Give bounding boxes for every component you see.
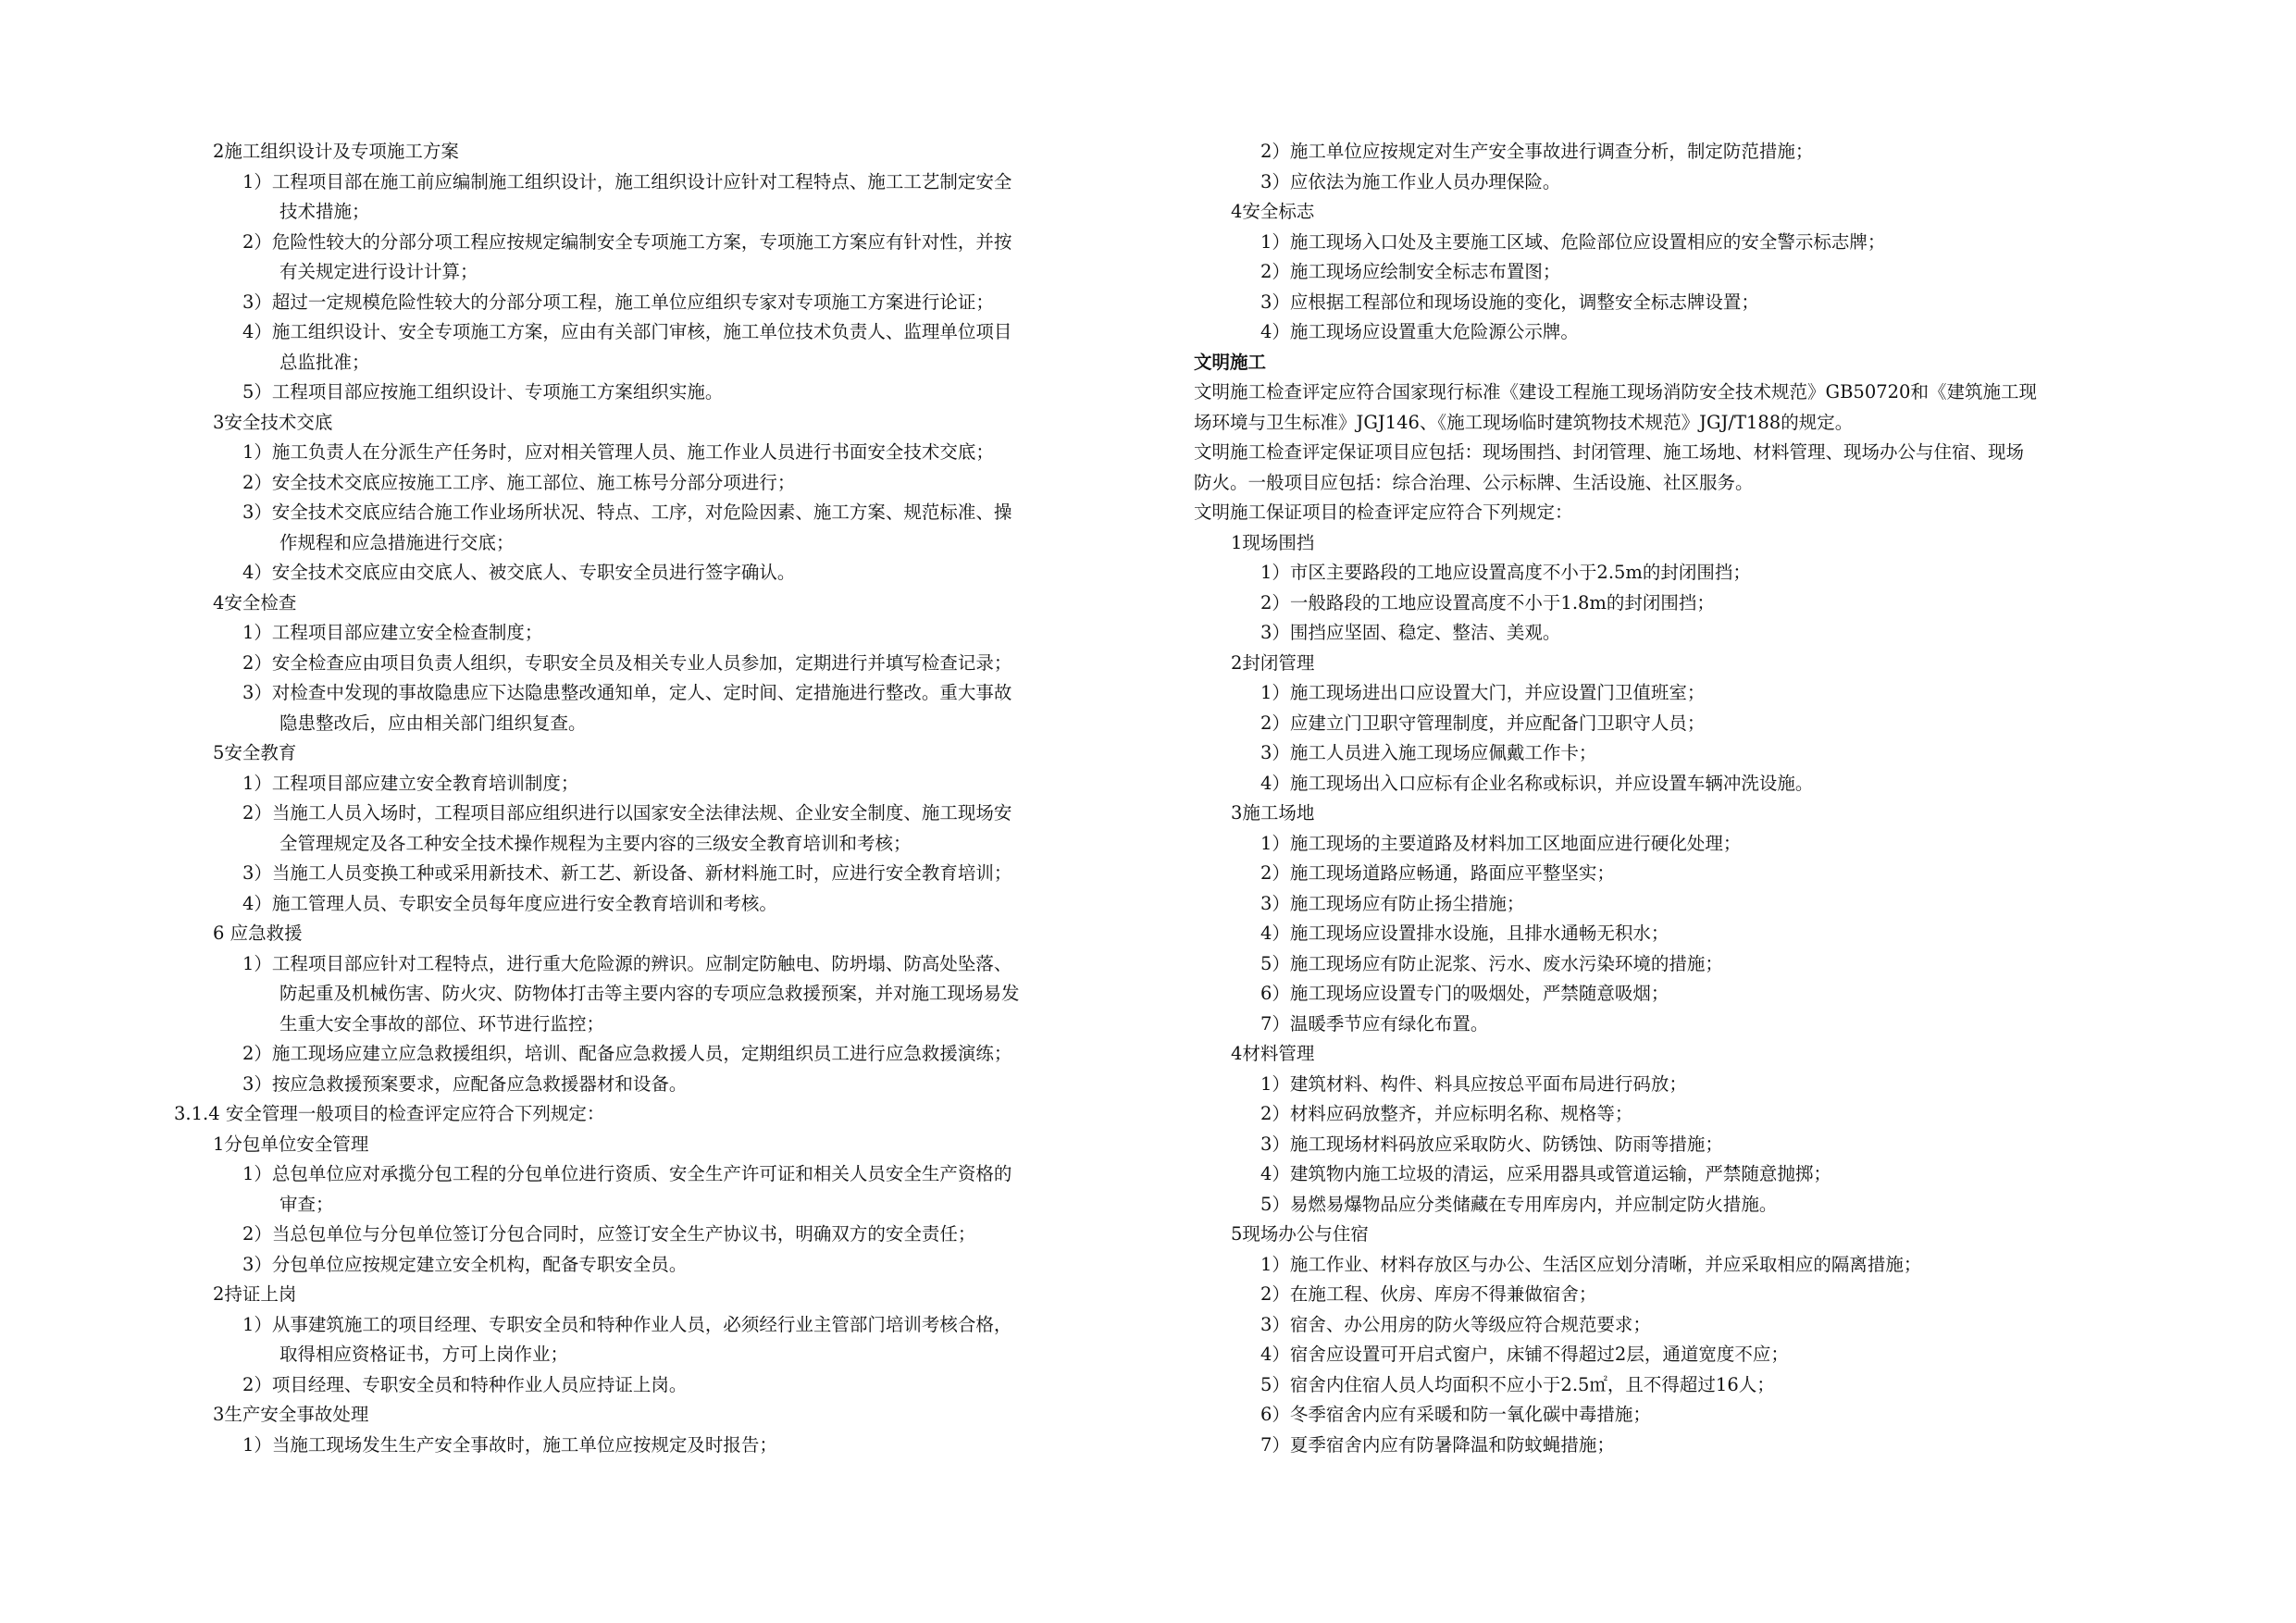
list-item: 3）施工现场材料码放应采取防火、防锈蚀、防雨等措施； <box>1260 1133 1723 1155</box>
list-item: 1）施工现场的主要道路及材料加工区地面应进行硬化处理； <box>1260 832 1742 854</box>
list-item-continuation: 作规程和应急措施进行交底； <box>279 531 515 553</box>
list-item: 7）温暖季节应有绿化布置。 <box>1260 1012 1489 1035</box>
section-heading: 5安全教育 <box>213 742 297 763</box>
list-item: 4）施工管理人员、专职安全员每年度应进行安全教育培训和考核。 <box>242 892 777 914</box>
paragraph-line: 文明施工检查评定保证项目应包括：现场围挡、封闭管理、施工场地、材料管理、现场办公与住宿、现场 <box>1194 441 2025 463</box>
list-item: 2）安全技术交底应按施工工序、施工部位、施工栋号分部分项进行； <box>242 471 796 493</box>
list-item: 4）施工现场应设置重大危险源公示牌。 <box>1260 321 1579 342</box>
section-heading: 4安全标志 <box>1231 201 1315 222</box>
list-item: 3）施工现场应有防止扬尘措施； <box>1260 892 1525 914</box>
list-item: 2）施工现场应建立应急救援组织，培训、配备应急救援人员，定期组织员工进行应急救援演练； <box>242 1043 1012 1064</box>
list-item-continuation: 防起重及机械伤害、防火灾、防物体打击等主要内容的专项应急救援预案，并对施工现场易发 <box>279 983 1020 1004</box>
paragraph-line: 文明施工保证项目的检查评定应符合下列规定： <box>1194 502 1573 523</box>
list-item: 2）施工单位应按规定对生产安全事故进行调查分析，制定防范措施； <box>1260 141 1814 162</box>
list-item-continuation: 隐患整改后，应由相关部门组织复查。 <box>279 712 587 734</box>
section-heading: 2施工组织设计及专项施工方案 <box>213 141 459 162</box>
list-item: 2）应建立门卫职守管理制度，并应配备门卫职守人员； <box>1260 712 1706 734</box>
list-item: 1）工程项目部应建立安全检查制度； <box>242 622 543 643</box>
list-item: 2）施工现场应绘制安全标志布置图； <box>1260 261 1561 282</box>
list-item: 3）按应急救援预案要求，应配备应急救援器材和设备。 <box>242 1072 688 1095</box>
list-item: 1）总包单位应对承揽分包工程的分包单位进行资质、安全生产许可证和相关人员安全生产资格的 <box>242 1163 1012 1184</box>
list-item: 4）施工组织设计、安全专项施工方案，应由有关部门审核，施工单位技术负责人、监理单位项目 <box>242 321 1012 342</box>
list-item: 5）施工现场应有防止泥浆、污水、废水污染环境的措施； <box>1260 952 1723 974</box>
list-item: 3）当施工人员变换工种或采用新技术、新工艺、新设备、新材料施工时，应进行安全教育培训； <box>242 862 1012 884</box>
section-heading: 5现场办公与住宿 <box>1231 1223 1369 1245</box>
section-heading: 3生产安全事故处理 <box>213 1404 369 1425</box>
list-item-continuation: 技术措施； <box>279 201 370 222</box>
list-item: 3）宿舍、办公用房的防火等级应符合规范要求； <box>1260 1313 1651 1335</box>
left-column <box>157 137 1120 1460</box>
list-item: 2）材料应码放整齐，并应标明名称、规格等； <box>1260 1103 1633 1124</box>
list-item: 6）施工现场应设置专门的吸烟处，严禁随意吸烟； <box>1260 983 1669 1004</box>
paragraph-line: 文明施工检查评定应符合国家现行标准《建设工程施工现场消防安全技术规范》GB50720和《建筑施工现 <box>1194 381 2037 403</box>
list-item: 3）分包单位应按规定建立安全机构，配备专职安全员。 <box>242 1253 688 1275</box>
section-heading: 2封闭管理 <box>1231 651 1315 674</box>
list-item-continuation: 有关规定进行设计计算； <box>279 261 478 282</box>
list-item: 2）在施工程、伙房、库房不得兼做宿舍； <box>1260 1283 1597 1305</box>
list-item: 3）超过一定规模危险性较大的分部分项工程，施工单位应组织专家对专项施工方案进行论证； <box>242 291 994 313</box>
list-item: 3）安全技术交底应结合施工作业场所状况、特点、工序，对危险因素、施工方案、规范标准、操 <box>242 502 1012 523</box>
list-item: 3）对检查中发现的事故隐患应下达隐患整改通知单，定人、定时间、定措施进行整改。重大事故 <box>242 682 1012 703</box>
list-item: 1）施工现场进出口应设置大门，并应设置门卫值班室； <box>1260 682 1706 703</box>
list-item: 3）应根据工程部位和现场设施的变化，调整安全标志牌设置； <box>1260 291 1759 313</box>
list-item: 5）宿舍内住宿人员人均面积不应小于2.5㎡，且不得超过16人； <box>1260 1373 1775 1395</box>
list-item: 1）工程项目部应建立安全教育培训制度； <box>242 772 579 794</box>
section-heading: 2持证上岗 <box>213 1283 297 1305</box>
list-item: 2）施工现场道路应畅通，路面应平整坚实； <box>1260 862 1615 884</box>
section-heading: 1分包单位安全管理 <box>213 1133 369 1155</box>
list-item-continuation: 总监批准； <box>279 351 370 373</box>
list-item: 1）施工负责人在分派生产任务时，应对相关管理人员、施工作业人员进行书面安全技术交底； <box>242 441 994 463</box>
list-item: 5）易燃易爆物品应分类储藏在专用库房内，并应制定防火措施。 <box>1260 1193 1778 1215</box>
list-item: 4）安全技术交底应由交底人、被交底人、专职安全员进行签字确认。 <box>242 562 796 583</box>
clause-heading: 3.1.4 安全管理一般项目的检查评定应符合下列规定： <box>174 1103 605 1124</box>
section-heading: 3施工场地 <box>1231 802 1315 824</box>
list-item: 6）冬季宿舍内应有采暖和防一氧化碳中毒措施； <box>1260 1404 1651 1425</box>
list-item: 1）建筑材料、构件、料具应按总平面布局进行码放； <box>1260 1072 1687 1095</box>
list-item: 4）施工现场应设置排水设施，且排水通畅无积水； <box>1260 923 1669 944</box>
list-item: 7）夏季宿舍内应有防暑降温和防蚊蝇措施； <box>1260 1433 1615 1456</box>
section-heading: 4安全检查 <box>213 591 297 613</box>
list-item: 1）施工作业、材料存放区与办公、生活区应划分清晰，并应采取相应的隔离措施； <box>1260 1253 1922 1275</box>
list-item: 1）当施工现场发生生产安全事故时，施工单位应按规定及时报告； <box>242 1433 777 1456</box>
list-item-continuation: 审查； <box>279 1193 334 1215</box>
list-item: 1）施工现场入口处及主要施工区域、危险部位应设置相应的安全警示标志牌； <box>1260 230 1886 253</box>
list-item: 1）工程项目部在施工前应编制施工组织设计，施工组织设计应针对工程特点、施工工艺制定安全 <box>242 170 1012 192</box>
list-item: 2）安全检查应由项目负责人组织，专职安全员及相关专业人员参加，定期进行并填写检查记录； <box>242 651 1012 674</box>
list-item-continuation: 全管理规定及各工种安全技术操作规程为主要内容的三级安全教育培训和考核； <box>279 832 912 854</box>
list-item: 2）一般路段的工地应设置高度不小于1.8m的封闭围挡； <box>1260 591 1715 613</box>
list-item: 4）建筑物内施工垃圾的清运，应采用器具或管道运输，严禁随意抛掷； <box>1260 1163 1831 1184</box>
list-item: 3）围挡应坚固、稳定、整洁、美观。 <box>1260 622 1561 643</box>
section-heading: 1现场围挡 <box>1231 531 1315 553</box>
section-heading: 6 应急救援 <box>213 923 303 944</box>
list-item: 4）施工现场出入口应标有企业名称或标识，并应设置车辆冲洗设施。 <box>1260 772 1814 794</box>
list-item: 5）工程项目部应按施工组织设计、专项施工方案组织实施。 <box>242 381 724 403</box>
list-item: 3）应依法为施工作业人员办理保险。 <box>1260 170 1561 192</box>
list-item-continuation: 生重大安全事故的部位、环节进行监控； <box>279 1012 605 1035</box>
section-heading: 4材料管理 <box>1231 1043 1315 1064</box>
section-heading: 3安全技术交底 <box>213 411 333 433</box>
list-item: 3）施工人员进入施工现场应佩戴工作卡； <box>1260 742 1597 763</box>
paragraph-line: 防火。一般项目应包括：综合治理、公示标牌、生活设施、社区服务。 <box>1194 471 1754 493</box>
list-item: 1）从事建筑施工的项目经理、专职安全员和特种作业人员，必须经行业主管部门培训考核合格， <box>242 1313 1012 1335</box>
list-item-continuation: 取得相应资格证书，方可上岗作业； <box>279 1344 569 1365</box>
list-item: 2）危险性较大的分部分项工程应按规定编制安全专项施工方案，专项施工方案应有针对性，并按 <box>242 230 1012 253</box>
list-item: 2）当总包单位与分包单位签订分包合同时，应签订安全生产协议书，明确双方的安全责任； <box>242 1223 976 1245</box>
list-item: 2）项目经理、专职安全员和特种作业人员应持证上岗。 <box>242 1373 688 1395</box>
paragraph-line: 场环境与卫生标准》JGJ146、《施工现场临时建筑物技术规范》JGJ/T188的规定。 <box>1194 411 1854 433</box>
right-column <box>1194 137 2166 1460</box>
list-item: 4）宿舍应设置可开启式窗户，床铺不得超过2层，通道宽度不应； <box>1260 1344 1789 1365</box>
list-item: 1）市区主要路段的工地应设置高度不小于2.5m的封闭围挡； <box>1260 562 1751 583</box>
list-item: 2）当施工人员入场时，工程项目部应组织进行以国家安全法律法规、企业安全制度、施工现场安 <box>242 802 1012 824</box>
part-heading: 文明施工 <box>1194 351 1267 373</box>
list-item: 1）工程项目部应针对工程特点，进行重大危险源的辨识。应制定防触电、防坍塌、防高处坠落、 <box>242 952 1012 974</box>
